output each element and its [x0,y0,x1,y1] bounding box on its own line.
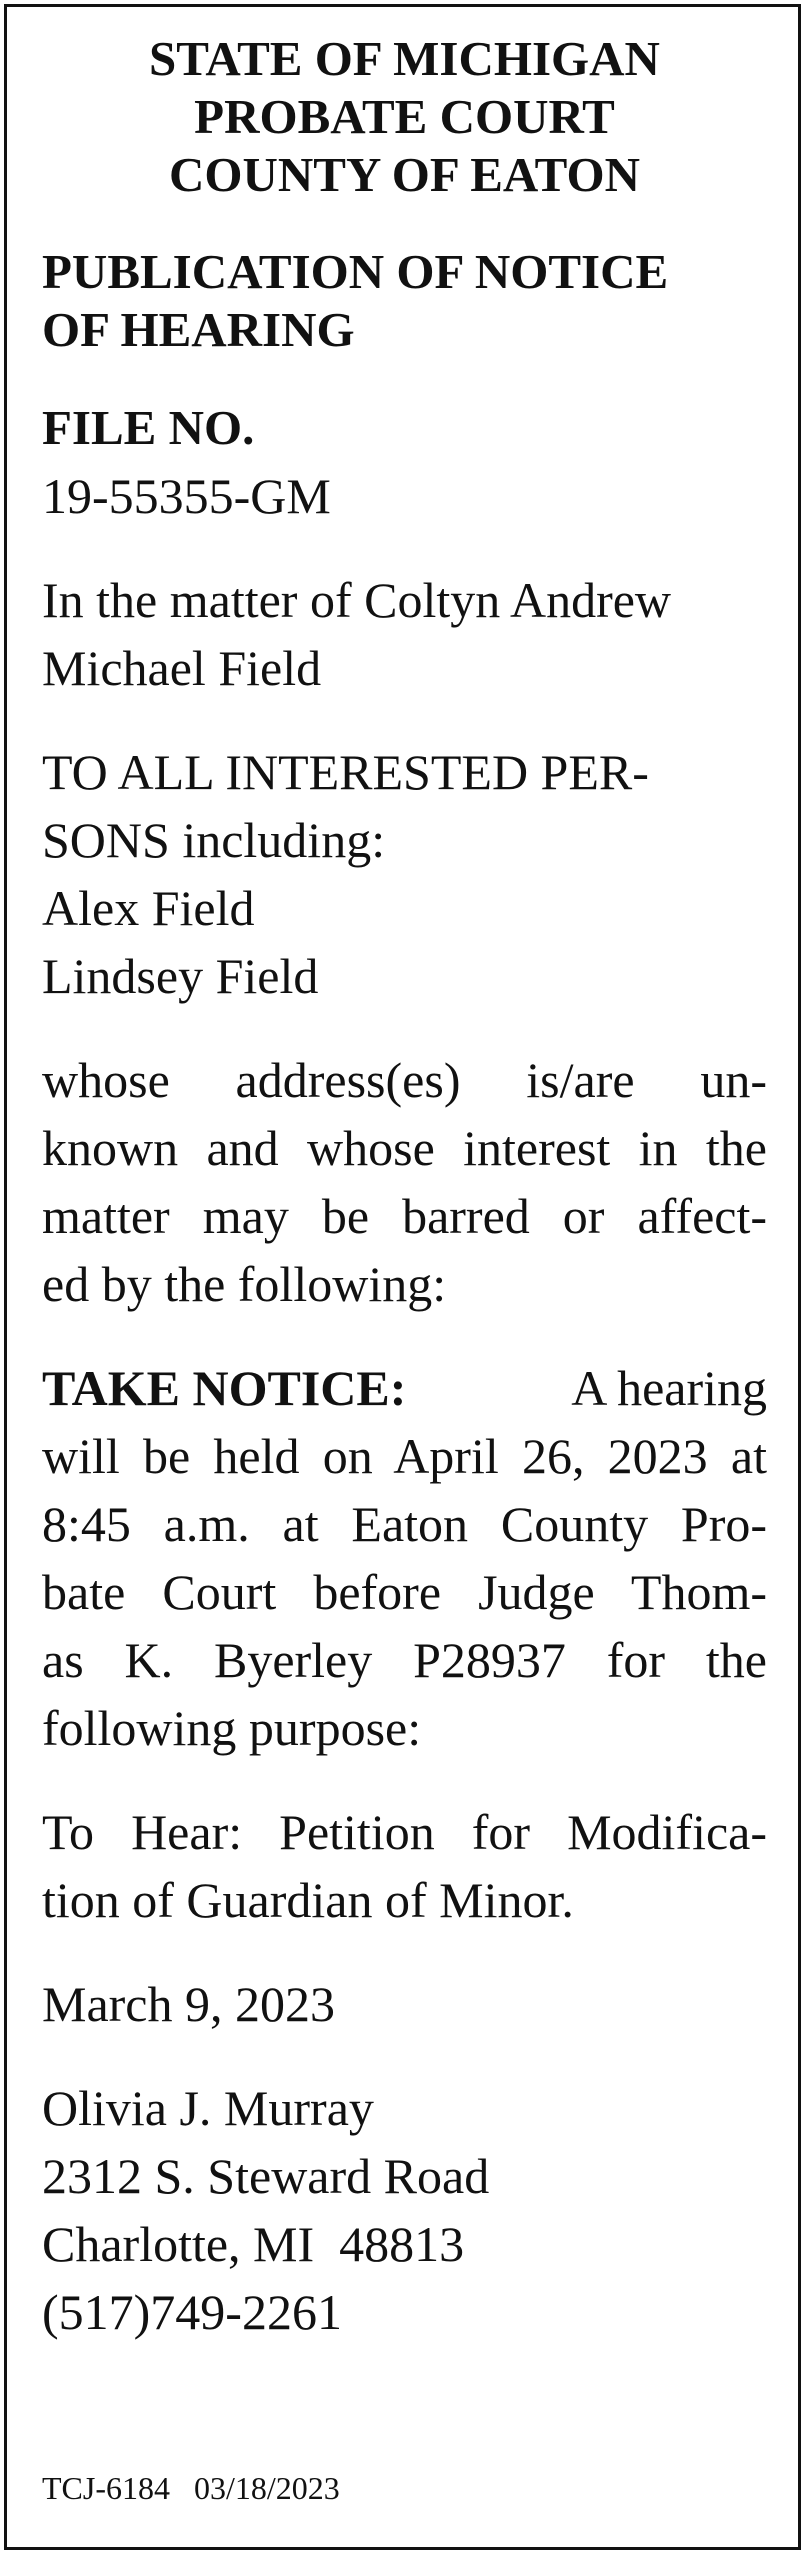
take-notice-line4: bate Court before Judge Thom- [42,1564,767,1620]
take-notice-line1-rest: A hearing [571,1360,767,1416]
take-notice-line2: will be held on April 26, 2023 at [42,1428,767,1484]
purpose-line1: To Hear: Petition for Modifica- [42,1804,767,1860]
take-notice-label: TAKE NOTICE: [42,1360,407,1416]
notice-title-line1: PUBLICATION OF NOTICE [42,244,669,299]
contact-city: Charlotte, MI 48813 [42,2216,465,2272]
file-number-value: 19-55355-GM [42,468,331,524]
address-unknown-line2: known and whose interest in the [42,1120,767,1176]
court-header-county: COUNTY OF EATON [169,147,640,202]
notice-title-line2: OF HEARING [42,302,355,357]
file-number-block [42,394,767,530]
court-header-state: STATE OF MICHIGAN [149,31,660,86]
purpose-line2: tion of Guardian of Minor. [42,1872,574,1928]
interested-persons-block [42,738,767,1010]
court-header-court: PROBATE COURT [194,89,615,144]
address-unknown-block [42,1046,767,1318]
interested-line1: TO ALL INTERESTED PER- [42,744,649,800]
notice-title [42,238,767,364]
interested-line2: SONS including: [42,812,386,868]
address-unknown-line1: whose address(es) is/are un- [42,1052,767,1108]
contact-name: Olivia J. Murray [42,2080,374,2136]
matter-block [42,566,767,702]
matter-line2: Michael Field [42,640,322,696]
court-header [42,30,767,204]
file-number-label: FILE NO. [42,400,255,455]
interested-person-2: Lindsey Field [42,948,319,1004]
take-notice-line1 [42,1354,767,1422]
legal-notice [42,30,767,2346]
matter-line1: In the matter of Coltyn Andrew [42,572,672,628]
purpose-block [42,1798,767,1934]
take-notice-line6: following purpose: [42,1700,422,1756]
address-unknown-line3: matter may be barred or affect- [42,1188,767,1244]
publication-footer: TCJ-6184 03/18/2023 [42,2470,340,2506]
contact-phone: (517)749-2261 [42,2284,342,2340]
take-notice-line3: 8:45 a.m. at Eaton County Pro- [42,1496,767,1552]
notice-date: March 9, 2023 [42,1976,335,2032]
address-unknown-line4: ed by the following: [42,1256,447,1312]
take-notice-block [42,1354,767,1762]
take-notice-line5: as K. Byerley P28937 for the [42,1632,767,1688]
contact-block [42,2074,767,2346]
contact-address: 2312 S. Steward Road [42,2148,490,2204]
interested-person-1: Alex Field [42,880,255,936]
